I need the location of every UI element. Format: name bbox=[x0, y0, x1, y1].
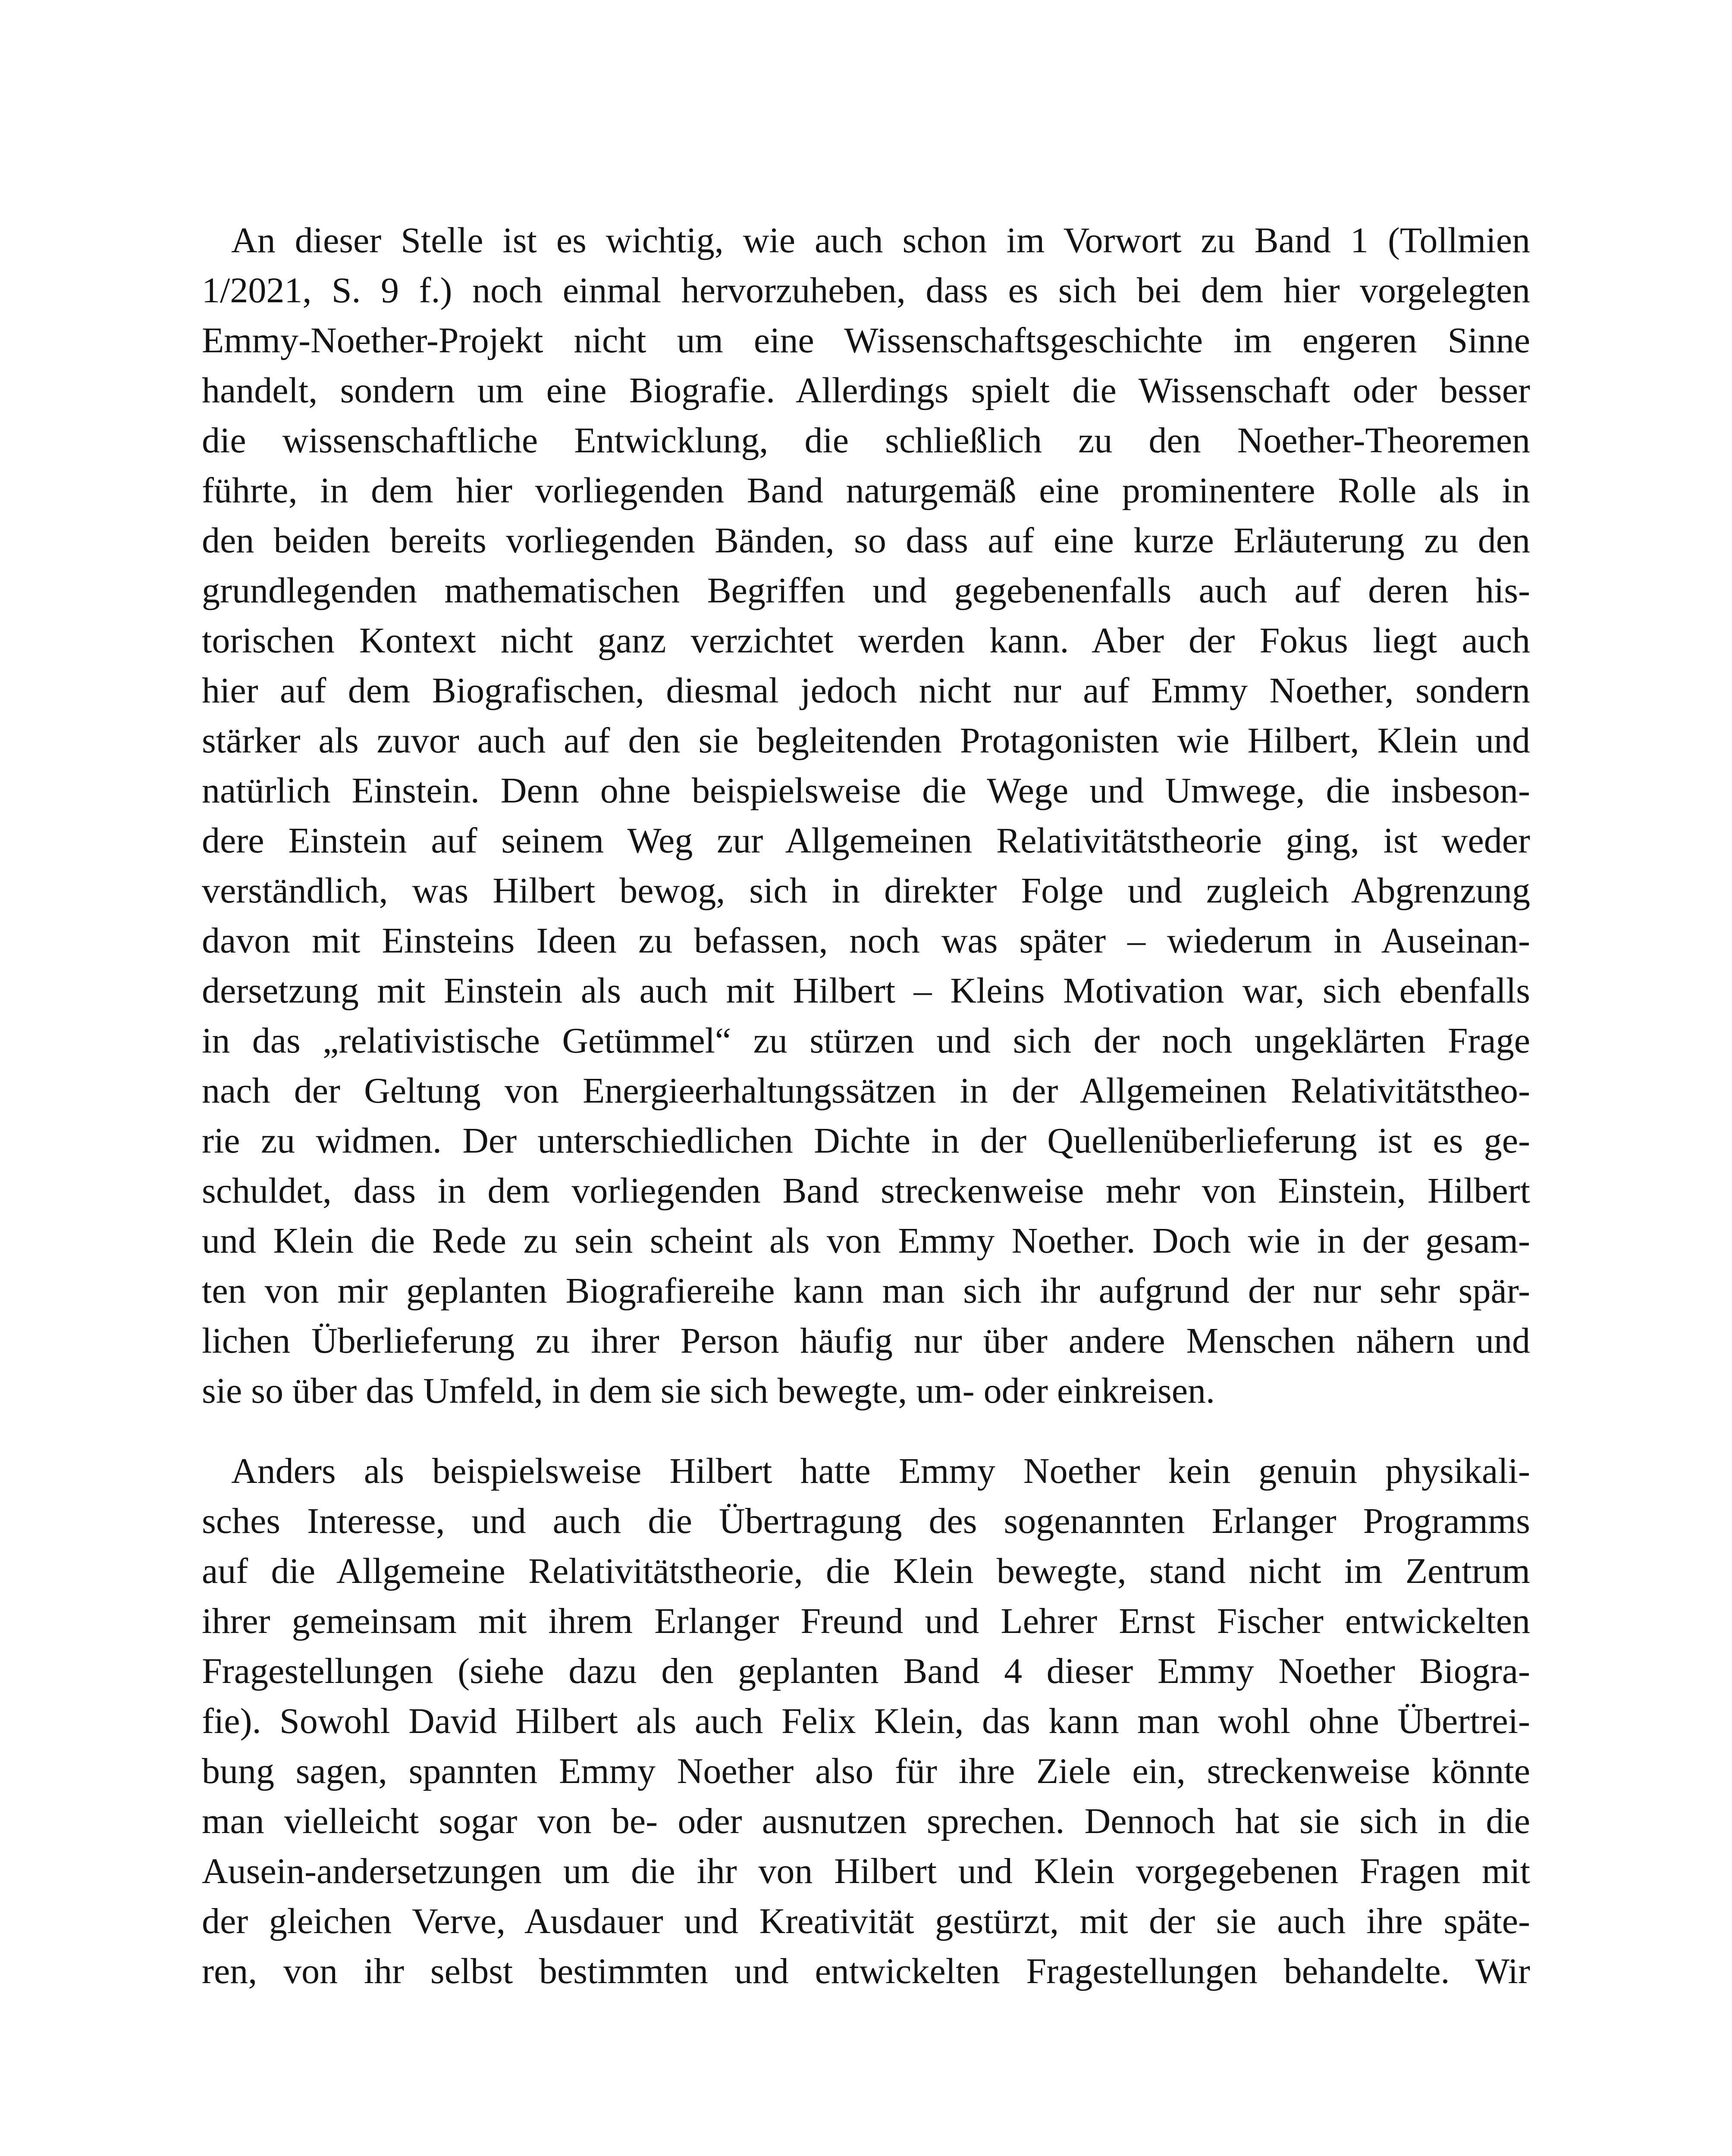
text-line: natürlich Einstein. Denn ohne beispielsweise die Wege und Umwege, die insbeson- bbox=[202, 771, 1530, 811]
text-line: den beiden bereits vorliegenden Bänden, so dass auf eine kurze Erläuterung zu den bbox=[202, 520, 1530, 561]
text-line: auf die Allgemeine Relativitätstheorie, die Klein bewegte, stand nicht im Zentrum bbox=[202, 1551, 1530, 1591]
text-line: sie so über das Umfeld, in dem sie sich bewegte, um- oder einkreisen. bbox=[202, 1371, 1215, 1411]
text-line: stärker als zuvor auch auf den sie begleitenden Protagonisten wie Hilbert, Klein und bbox=[202, 721, 1530, 761]
text-line: ihrer gemeinsam mit ihrem Erlanger Freund und Lehrer Ernst Fischer entwickelten bbox=[202, 1601, 1530, 1641]
text-line: ten von mir geplanten Biografiereihe kann man sich ihr aufgrund der nur sehr spär- bbox=[202, 1271, 1530, 1311]
text-line: Emmy-Noether-Projekt nicht um eine Wissenschaftsgeschichte im engeren Sinne bbox=[202, 320, 1530, 360]
text-line: rie zu widmen. Der unterschiedlichen Dichte in der Quellenüberlieferung ist es ge- bbox=[202, 1121, 1530, 1161]
paragraph-spacer bbox=[202, 1416, 1530, 1446]
text-line: sches Interesse, und auch die Übertragung des sogenannten Erlanger Programms bbox=[202, 1501, 1530, 1541]
text-line: nach der Geltung von Energieerhaltungssätzen in der Allgemeinen Relativitätstheo- bbox=[202, 1071, 1530, 1111]
text-line: fie). Sowohl David Hilbert als auch Felix Klein, das kann man wohl ohne Übertrei- bbox=[202, 1701, 1530, 1741]
text-line: grundlegenden mathematischen Begriffen und gegebenenfalls auch auf deren his- bbox=[202, 570, 1530, 611]
text-line: lichen Überlieferung zu ihrer Person häufig nur über andere Menschen nähern und bbox=[202, 1321, 1530, 1361]
text-line: An dieser Stelle ist es wichtig, wie auch schon im Vorwort zu Band 1 (Tollmien bbox=[231, 220, 1530, 260]
text-line: in das „relativistische Getümmel“ zu stürzen und sich der noch ungeklärten Frage bbox=[202, 1021, 1530, 1061]
body-text bbox=[202, 216, 1530, 1996]
text-line: bung sagen, spannten Emmy Noether also für ihre Ziele ein, streckenweise könnte bbox=[202, 1751, 1530, 1791]
text-line: Ausein-andersetzungen um die ihr von Hilbert und Klein vorgegebenen Fragen mit bbox=[202, 1851, 1530, 1891]
text-line: torischen Kontext nicht ganz verzichtet werden kann. Aber der Fokus liegt auch bbox=[202, 620, 1530, 661]
text-line: hier auf dem Biografischen, diesmal jedoch nicht nur auf Emmy Noether, sondern bbox=[202, 671, 1530, 711]
text-line: Anders als beispielsweise Hilbert hatte Emmy Noether kein genuin physikali- bbox=[231, 1451, 1530, 1491]
paragraph-2 bbox=[202, 1446, 1530, 1996]
text-line: ren, von ihr selbst bestimmten und entwickelten Fragestellungen behandelte. Wir bbox=[202, 1951, 1530, 1991]
text-line: der gleichen Verve, Ausdauer und Kreativität gestürzt, mit der sie auch ihre späte- bbox=[202, 1901, 1530, 1941]
text-line: davon mit Einsteins Ideen zu befassen, noch was später – wiederum in Auseinan- bbox=[202, 921, 1530, 961]
text-line: dere Einstein auf seinem Weg zur Allgemeinen Relativitätstheorie ging, ist weder bbox=[202, 821, 1530, 861]
text-line: führte, in dem hier vorliegenden Band naturgemäß eine prominentere Rolle als in bbox=[202, 470, 1530, 511]
text-line: schuldet, dass in dem vorliegenden Band streckenweise mehr von Einstein, Hilbert bbox=[202, 1171, 1530, 1211]
text-line: und Klein die Rede zu sein scheint als von Emmy Noether. Doch wie in der gesam- bbox=[202, 1221, 1530, 1261]
text-line: man vielleicht sogar von be- oder ausnutzen sprechen. Dennoch hat sie sich in die bbox=[202, 1801, 1530, 1841]
text-line: die wissenschaftliche Entwicklung, die schließlich zu den Noether-Theoremen bbox=[202, 420, 1530, 461]
text-line: Fragestellungen (siehe dazu den geplanten Band 4 dieser Emmy Noether Biogra- bbox=[202, 1651, 1530, 1691]
text-line: verständlich, was Hilbert bewog, sich in direkter Folge und zugleich Abgrenzung bbox=[202, 871, 1530, 911]
text-line: 1/2021, S. 9 f.) noch einmal hervorzuheben, dass es sich bei dem hier vorgelegten bbox=[202, 270, 1530, 310]
text-line: handelt, sondern um eine Biografie. Allerdings spielt die Wissenschaft oder besser bbox=[202, 370, 1530, 411]
text-line: dersetzung mit Einstein als auch mit Hilbert – Kleins Motivation war, sich ebenfalls bbox=[202, 971, 1530, 1011]
paragraph-1 bbox=[202, 216, 1530, 1416]
